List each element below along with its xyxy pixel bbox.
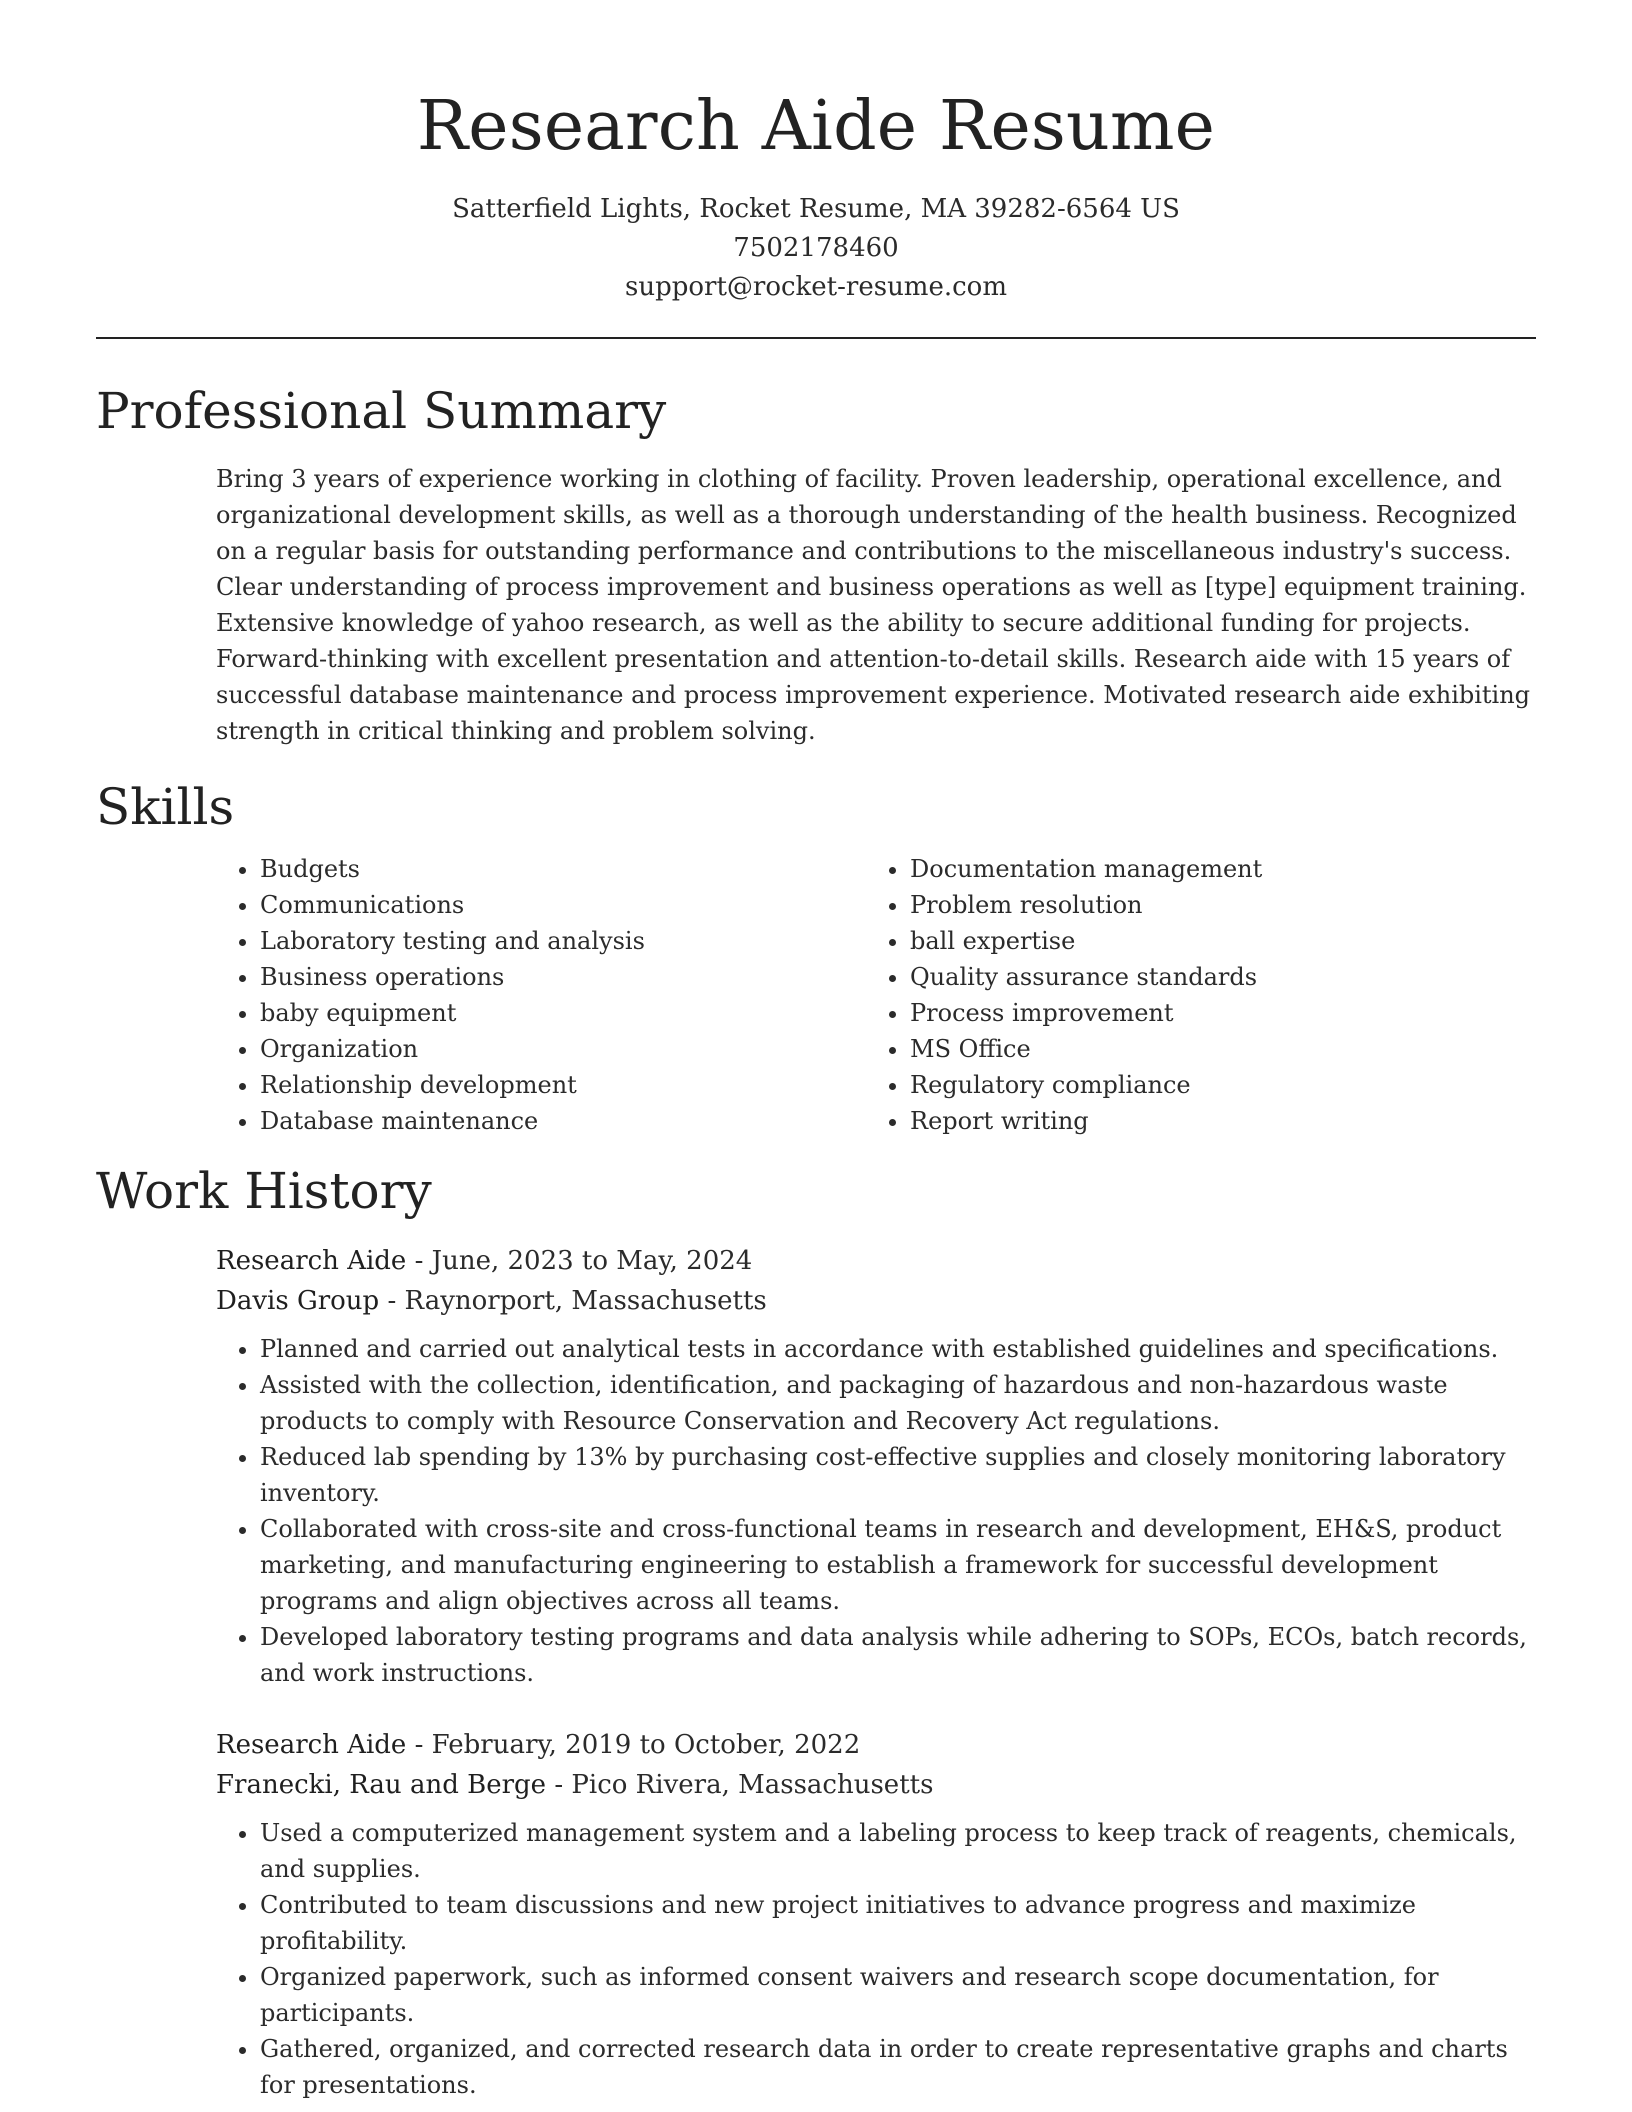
resume-title: Research Aide Resume — [416, 87, 1216, 166]
job-company: Davis Group — [216, 1286, 380, 1316]
skill-item: • Documentation management — [910, 851, 1516, 887]
skill-item: • Regulatory compliance — [910, 1067, 1516, 1103]
skills-heading: Skills — [96, 778, 235, 836]
skills-list-right — [866, 851, 1516, 1139]
job-title: Research Aide — [216, 1730, 407, 1760]
separator: - — [379, 1286, 405, 1316]
job-bullet: • Collaborated with cross-site and cross-functional teams in research and development, EH&S, product marketing, and manufacturing engineering to establish a framework for successful development programs and align objectives across all teams. — [260, 1511, 1536, 1619]
skill-item: • Problem resolution — [910, 887, 1516, 923]
skill-item: • Process improvement — [910, 995, 1516, 1031]
job-title-line — [216, 1725, 1536, 1765]
skill-item: • Business operations — [260, 959, 866, 995]
skills-list-left — [216, 851, 866, 1139]
job-company-line — [216, 1765, 1536, 1805]
skill-item: • Report writing — [910, 1103, 1516, 1139]
contact-email: support@rocket-resume.com — [624, 272, 1007, 302]
job-bullet: • Used a computerized management system and a labeling process to keep track of reagents, chemicals, and supplies. — [260, 1815, 1536, 1887]
job-bullet-list — [216, 1331, 1536, 1691]
job-bullet: • Organized paperwork, such as informed consent waivers and research scope documentation, for participants. — [260, 1959, 1536, 2031]
job-bullet: • Developed laboratory testing programs and data analysis while adhering to SOPs, ECOs, batch records, and work instructions. — [260, 1619, 1536, 1691]
job-bullet-list — [216, 1815, 1536, 2103]
job-title: Research Aide — [216, 1246, 407, 1276]
contact-phone: 7502178460 — [733, 233, 899, 263]
job-bullet: • Planned and carried out analytical tests in accordance with established guidelines and specifications. — [260, 1331, 1536, 1367]
skill-item: • Database maintenance — [260, 1103, 866, 1139]
job-dates: February, 2019 to October, 2022 — [431, 1730, 861, 1760]
job-company: Franecki, Rau and Berge — [216, 1770, 547, 1800]
skill-item: • MS Office — [910, 1031, 1516, 1067]
job-entry — [216, 1725, 1536, 2103]
summary-text: Bring 3 years of experience working in clothing of facility. Proven leadership, operational excellence, and organizational development skills, as well as a thorough understanding of the health business. Recognized on a regular basis for outstanding performance and contributions to the miscellaneous industry's success. Clear understanding of process improvement and business operations as well as [type] equipment training. Extensive knowledge of yahoo research, as well as the ability to secure additional funding for projects. Forward-thinking with excellent presentation and attention-to-detail skills. Research aide with 15 years of successful database maintenance and process improvement experience. Motivated research aide exhibiting strength in critical thinking and problem solving. — [216, 465, 1531, 745]
skill-item: • Relationship development — [260, 1067, 866, 1103]
skill-item: • baby equipment — [260, 995, 866, 1031]
job-bullet: • Gathered, organized, and corrected research data in order to create representative graphs and charts for presentations. — [260, 2031, 1536, 2103]
professional-summary-section — [96, 381, 1536, 749]
header-divider — [96, 337, 1536, 339]
contact-block — [96, 190, 1536, 307]
separator: - — [406, 1730, 432, 1760]
skill-item: • ball expertise — [910, 923, 1516, 959]
skill-item: • Laboratory testing and analysis — [260, 923, 866, 959]
skills-section — [96, 777, 1536, 1139]
work-history-heading: Work History — [96, 1162, 432, 1220]
skill-item: • Budgets — [260, 851, 866, 887]
skills-columns — [216, 851, 1536, 1139]
work-history-section — [96, 1161, 1536, 2103]
job-bullet: • Reduced lab spending by 13% by purchasing cost-effective supplies and closely monitoring laboratory inventory. — [260, 1439, 1536, 1511]
contact-address: Satterfield Lights, Rocket Resume, MA 39282-6564 US — [452, 194, 1180, 224]
job-dates: June, 2023 to May, 2024 — [431, 1246, 753, 1276]
skill-item: • Communications — [260, 887, 866, 923]
job-location: Raynorport, Massachusetts — [404, 1286, 767, 1316]
separator: - — [546, 1770, 572, 1800]
job-entry — [216, 1241, 1536, 1691]
job-company-line — [216, 1281, 1536, 1321]
skill-item: • Organization — [260, 1031, 866, 1067]
job-title-line — [216, 1241, 1536, 1281]
skill-item: • Quality assurance standards — [910, 959, 1516, 995]
job-location: Pico Rivera, Massachusetts — [571, 1770, 934, 1800]
resume-page — [96, 0, 1536, 2112]
job-bullet: • Assisted with the collection, identification, and packaging of hazardous and non-hazardous waste products to comply with Resource Conservation and Recovery Act regulations. — [260, 1367, 1536, 1439]
summary-heading: Professional Summary — [96, 382, 667, 440]
separator: - — [406, 1246, 432, 1276]
job-bullet: • Contributed to team discussions and new project initiatives to advance progress and maximize profitability. — [260, 1887, 1536, 1959]
